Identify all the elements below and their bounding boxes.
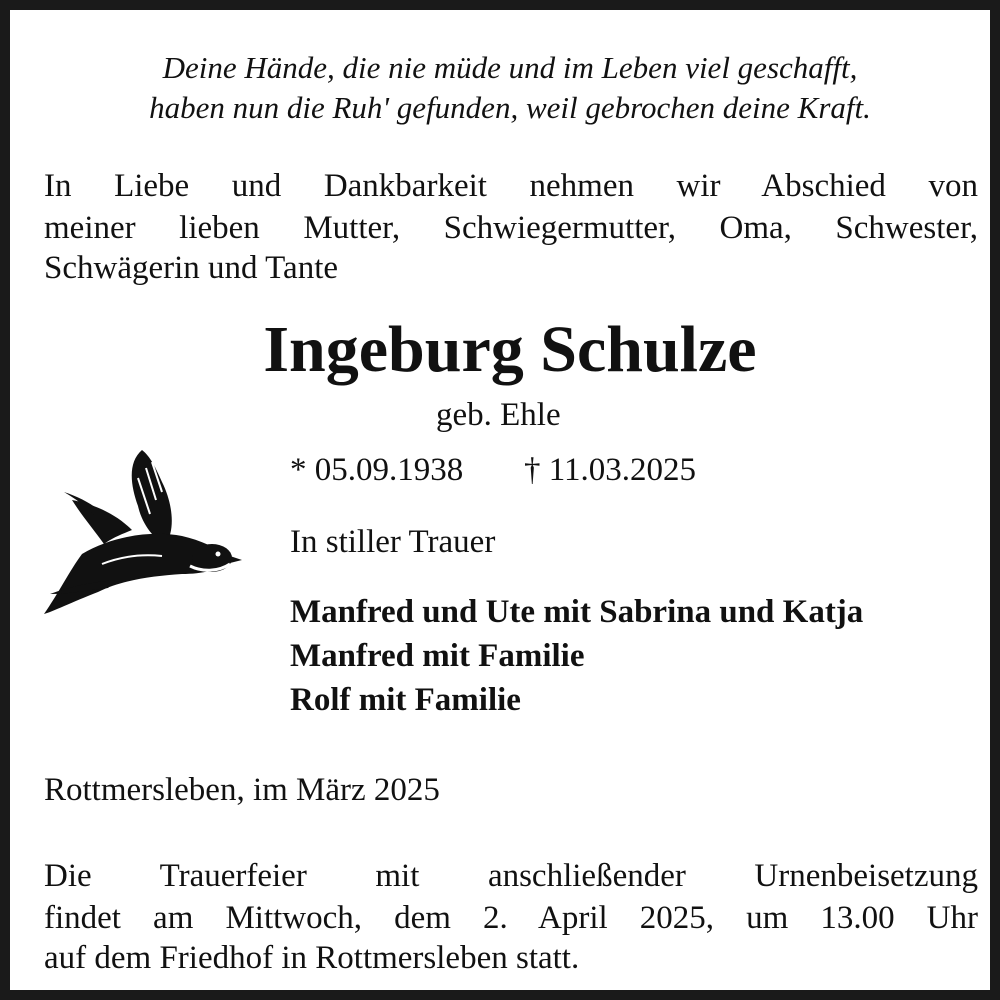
place-date: Rottmersleben, im März 2025 [44, 772, 440, 808]
ceremony-line-3: auf dem Friedhof in Rottmersleben statt. [44, 940, 580, 976]
deceased-name: Ingeburg Schulze [263, 313, 757, 386]
birth-name: geb. Ehle [436, 397, 561, 433]
ceremony-line-2: findet am Mittwoch, dem 2. April 2025, um 13.00 Uhr [44, 900, 978, 936]
death-date: † 11.03.2025 [524, 452, 697, 488]
mourner-line-3: Rolf mit Familie [290, 682, 521, 718]
mourners-heading: In stiller Trauer [290, 524, 496, 560]
ceremony-line-1: Die Trauerfeier mit anschließender Urnenbeisetzung [44, 858, 978, 894]
intro-line-3: Schwägerin und Tante [44, 250, 339, 286]
intro-line-1: In Liebe und Dankbarkeit nehmen wir Abschied von [44, 168, 978, 204]
poem-line-1: Deine Hände, die nie müde und im Leben viel geschafft, [162, 50, 858, 85]
swallow-icon [42, 444, 242, 616]
mourner-line-1: Manfred und Ute mit Sabrina und Katja [290, 594, 864, 630]
birth-date: * 05.09.1938 [290, 452, 464, 488]
mourner-line-2: Manfred mit Familie [290, 638, 585, 674]
poem-line-2: haben nun die Ruh' gefunden, weil gebrochen deine Kraft. [149, 90, 871, 125]
intro-line-2: meiner lieben Mutter, Schwiegermutter, Oma, Schwester, [44, 210, 978, 246]
